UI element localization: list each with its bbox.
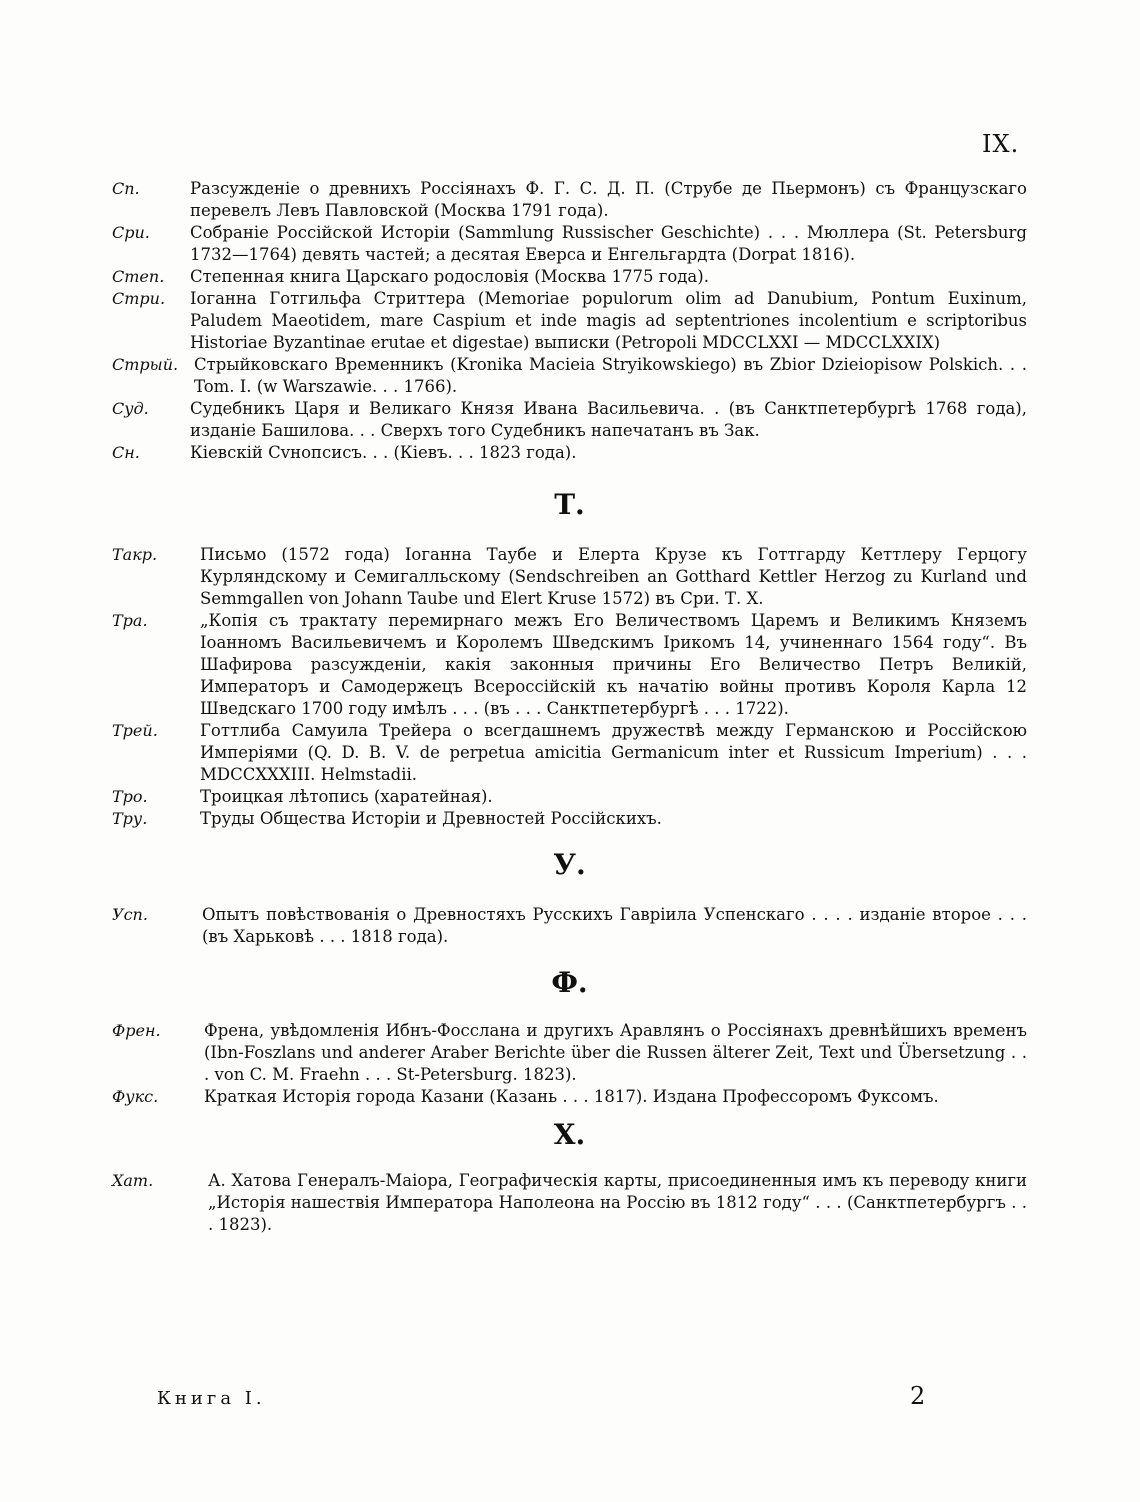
entry-abbr: Сри. [112,223,150,242]
entry-abbr: Тра. [112,611,148,630]
section-heading: Т. [554,488,585,521]
entry-text: Степенная книга Царскаго родословія (Москва 1775 года). [190,267,709,286]
section-f [112,966,1027,1108]
entry [112,178,1027,222]
entry-text: Готтлиба Самуила Трейера о всегдашнемъ дружествѣ между Германскою и Россійскою Имперіями (Q. D. B. V. de perpetua amicitia Germanicum inter et Russicum Imperium) . . . MDCCXXXIII. Helmstadii. [200,721,1027,784]
entry-text: Судебникъ Царя и Великаго Князя Ивана Васильевича. . (въ Санктпетербургѣ 1768 года), изданіе Башилова. . . Сверхъ того Судебникъ напечатанъ въ Зак. [190,399,1027,440]
section-heading: Х. [553,1118,586,1151]
printer-signature: Книга I. [157,1388,266,1409]
entry-text: Іоганна Готгильфа Стриттера (Memoriae populorum olim ad Danubium, Pontum Euxinum, Paludem Maeotidem, mare Caspium et inde magis ad septentriones incolentium e scriptoribus Historiae Byzantinae erutae et digestae) выписки (Petropoli MDCCLXXI — MDCCLXXIX) [190,289,1027,352]
section-kh [112,1118,1027,1236]
entry-text: Труды Общества Исторіи и Древностей Россійскихъ. [200,809,662,828]
entry [112,354,1027,398]
entry [112,398,1027,442]
entry [112,610,1027,720]
bibliography-list [112,178,1027,1236]
entry-text: Письмо (1572 года) Іоганна Таубе и Елерта Крузе къ Готтгарду Кеттлеру Герцогу Курляндскому и Семигалльскому (Sendschreiben an Gotthard Kettler Herzog zu Kurland und Semmgallen von Johann Taube und Elert Kruse 1572) въ Сри. Т. X. [200,545,1027,608]
entry-text: Кіевскій Сvнопсисъ. . . (Кіевъ. . . 1823 года). [190,443,577,462]
entry [112,442,1027,464]
entry [112,808,1027,830]
entry-abbr: Френ. [112,1021,161,1040]
entry-abbr: Суд. [112,399,149,418]
entry-abbr: Такр. [112,545,158,564]
entry-abbr: Стри. [112,289,166,308]
entry [112,786,1027,808]
entry-abbr: Хат. [112,1171,154,1190]
section-heading: У. [553,848,586,881]
entry-text: „Копія съ трактату перемирнаго межъ Его Величествомъ Царемъ и Великимъ Княземъ Іоанномъ Васильевичемъ и Королемъ Шведскимъ Ірикомъ 14, учиненнаго 1564 году“. Въ Шафирова разсужденіи, какія законныя причины Его Величество Петръ Великій, Императоръ и Самодержецъ Всероссійскій къ начатію войны противъ Короля Карла 12 Шведскаго 1700 году имѣлъ . . . (въ . . . Санктпетербургѣ . . . 1722). [200,611,1027,718]
entry-abbr: Фукс. [112,1087,159,1106]
entry-abbr: Стрый. [112,355,179,374]
section-t [112,488,1027,830]
entry [112,1020,1027,1086]
entry [112,266,1027,288]
sheet-number: 2 [910,1382,926,1410]
entry-text: Френа, увѣдомленія Ибнъ-Фосслана и другихъ Аравлянъ о Россіянахъ древнѣйшихъ временъ (Ibn-Foszlans und anderer Araber Berichte über die Russen älterer Zeit, Text und Übersetzung . . . von C. M. Fraehn . . . St-Petersburg. 1823). [204,1021,1027,1084]
entry-text: Краткая Исторія города Казани (Казань . . . 1817). Издана Профессоромъ Фуксомъ. [204,1087,939,1106]
section-u [112,848,1027,948]
entry-abbr: Тро. [112,787,148,806]
entry [112,1086,1027,1108]
entry [112,1170,1027,1236]
section-heading: Ф. [551,966,588,999]
page-number: IX. [982,130,1020,158]
entry [112,544,1027,610]
entry [112,222,1027,266]
entry [112,720,1027,786]
entry-abbr: Сн. [112,443,140,462]
entry-text: Разсужденіе о древнихъ Россіянахъ Ф. Г. С. Д. П. (Струбе де Пьермонъ) съ Французскаго перевелъ Левъ Павловской (Москва 1791 года). [190,179,1027,220]
entry-abbr: Сп. [112,179,140,198]
entry-abbr: Трей. [112,721,158,740]
entry-text: А. Хатова Генералъ-Маіора, Географическія карты, присоединенныя имъ къ переводу книги „Исторія нашествія Императора Наполеона на Россію въ 1812 году“ . . . (Санктпетербургъ . . . 1823). [208,1171,1027,1234]
entry-text: Опытъ повѣствованія о Древностяхъ Русскихъ Гавріила Успенскаго . . . . изданіе второе . . . (въ Харьковѣ . . . 1818 года). [202,905,1027,946]
section-s [112,178,1027,464]
entry-abbr: Степ. [112,267,165,286]
entry-abbr: Усп. [112,905,148,924]
entry [112,904,1027,948]
entry-text: Собраніе Россійской Исторіи (Sammlung Russischer Geschichte) . . . Мюллера (St. Petersburg 1732—1764) девять частей; а десятая Еверса и Енгельгардта (Dorpat 1816). [190,223,1027,264]
entry-text: Стрыйковскаго Временникъ (Kronika Macieia Stryikowskiego) въ Zbior Dzieiopisow Polskich. . . Tom. I. (w Warszawie. . . 1766). [194,355,1027,396]
entry [112,288,1027,354]
entry-abbr: Тру. [112,809,148,828]
entry-text: Троицкая лѣтопись (харатейная). [200,787,493,806]
